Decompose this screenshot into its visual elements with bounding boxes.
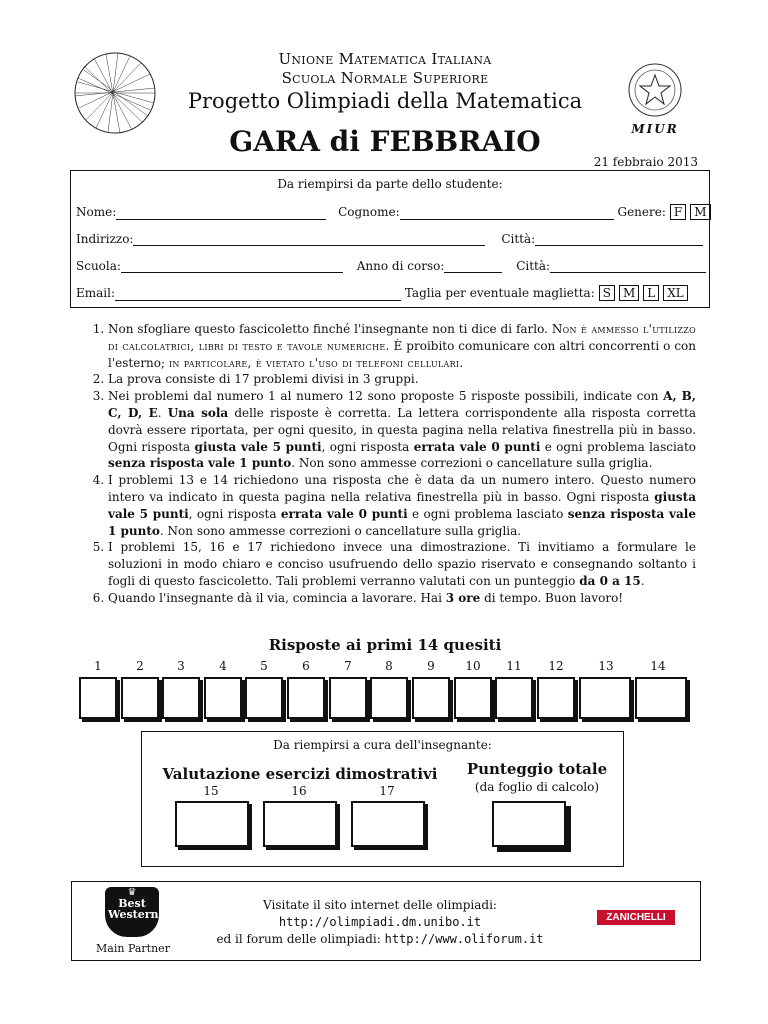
answer-box-13[interactable] [579,677,631,719]
email-label: Email: [76,286,116,300]
answer-number: 8 [385,659,393,673]
crown-icon: ♛ [127,887,137,898]
answer-box-14[interactable] [635,677,687,719]
taglia-l-box[interactable]: L [643,285,659,301]
instructions [78,321,696,607]
row-scuola [76,258,706,273]
nome-field[interactable] [116,205,326,220]
row-indirizzo [76,231,703,246]
taglia-xl-box[interactable]: XL [663,285,688,301]
instruction-1: 1. Non sfogliare questo fascicoletto finché l'insegnante non ti dice di farlo. Non è ammesso l'utilizzo di calcolatrici, libri di testo e tavole numeriche. È proibito comunicare con altri concorrenti o con l'esterno; in particolare, è vietato l'uso di telefoni cellulari. [108,321,696,371]
punteggio-subtitle: (da foglio di calcolo) [474,780,600,794]
row-email [76,285,688,301]
answer-box-7[interactable] [329,677,367,719]
taglia-s-box[interactable]: S [599,285,615,301]
proof-number: 17 [379,784,395,798]
footer-line3 [180,932,580,946]
student-form-heading: Da riempirsi da parte dello studente: [277,177,503,191]
punteggio-title: Punteggio totale [466,760,608,778]
answer-box-5[interactable] [245,677,283,719]
indirizzo-label: Indirizzo: [76,232,134,246]
taglia-m-box[interactable]: M [619,285,639,301]
miur-emblem [625,62,685,124]
indirizzo-field[interactable] [133,231,485,246]
score-box-16[interactable] [263,801,337,847]
total-score-box[interactable] [492,801,566,847]
answer-number: 6 [302,659,310,673]
taglia-label: Taglia per eventuale maglietta: [404,286,595,300]
answer-number: 12 [548,659,564,673]
star-emblem-icon [625,62,685,124]
best-western-wordmark: Best Western [108,897,159,921]
answer-number: 3 [177,659,185,673]
exam-date: 21 febbraio 2013 [593,155,698,169]
answer-number: 14 [650,659,666,673]
answer-number: 4 [219,659,227,673]
answer-box-11[interactable] [495,677,533,719]
cognome-field[interactable] [400,205,614,220]
scuola-label: Scuola: [76,259,121,273]
miur-label: MIUR [631,122,679,136]
answer-number: 10 [465,659,481,673]
valutazione-title: Valutazione esercizi dimostrativi [162,765,438,783]
instruction-2: 2. La prova consiste di 17 problemi divisi in 3 gruppi. [108,371,696,388]
zanichelli-logo: ZANICHELLI [597,910,675,925]
nome-label: Nome: [76,205,117,219]
proof-number: 16 [291,784,307,798]
uim-logo [70,48,160,138]
instruction-5: 5. I problemi 15, 16 e 17 richiedono invece una dimostrazione. Ti invitiamo a formulare le soluzioni in modo chiaro e conciso usufruendo dello spazio riservato e consegnando soltanto i fogli di questo fascicoletto. Tali problemi verranno valutati con un punteggio da 0 a 15. [108,539,696,589]
teacher-heading: Da riempirsi a cura dell'insegnante: [273,738,492,752]
proof-number: 15 [203,784,219,798]
oliforum-link[interactable]: http://www.oliforum.it [384,932,544,946]
citta1-label: Città: [501,232,536,246]
footer-line1: Visitate il sito internet delle olimpiadi: [263,898,497,912]
answer-box-10[interactable] [454,677,492,719]
answer-number: 13 [598,659,614,673]
page-title: GARA di FEBBRAIO [229,125,541,158]
answer-number: 7 [344,659,352,673]
answer-box-1[interactable] [79,677,117,719]
partner-label: Main Partner [96,942,170,955]
citta2-field[interactable] [550,258,706,273]
genere-label: Genere: [617,205,666,219]
org-name-sns: Scuola Normale Superiore [281,69,489,87]
answer-number: 2 [136,659,144,673]
answer-box-3[interactable] [162,677,200,719]
email-field[interactable] [115,286,401,301]
anno-field[interactable] [444,258,502,273]
answer-box-8[interactable] [370,677,408,719]
citta1-field[interactable] [535,231,703,246]
answer-number: 9 [427,659,435,673]
olimpiadi-link[interactable]: http://olimpiadi.dm.unibo.it [278,915,482,929]
answer-box-6[interactable] [287,677,325,719]
answer-box-4[interactable] [204,677,242,719]
org-name-uim: Unione Matematica Italiana [278,50,492,68]
best-western-logo [105,887,159,937]
genere-m-box[interactable]: M [690,204,710,220]
instruction-4: 4. I problemi 13 e 14 richiedono una risposta che è data da un numero intero. Questo numero intero va indicato in questa pagina nella relativa finestrella più in basso. Ogni risposta giusta vale 5 punti, ogni risposta errata vale 0 punti e ogni problema lasciato senza risposta vale 1 punto. Non sono ammesse correzioni o cancellature sulla griglia. [108,472,696,539]
string-art-icon [70,48,160,138]
answers-title: Risposte ai primi 14 quesiti [268,636,502,654]
row-nome [76,204,711,220]
answer-number: 1 [94,659,102,673]
forum-text: ed il forum delle olimpiadi: [216,932,381,946]
instruction-6: 6. Quando l'insegnante dà il via, comincia a lavorare. Hai 3 ore di tempo. Buon lavoro! [108,590,696,607]
genere-f-box[interactable]: F [670,204,686,220]
cognome-label: Cognome: [338,205,400,219]
project-title: Progetto Olimpiadi della Matematica [187,89,583,113]
anno-label: Anno di corso: [356,259,445,273]
answer-box-12[interactable] [537,677,575,719]
score-box-17[interactable] [351,801,425,847]
answer-number: 11 [506,659,522,673]
scuola-field[interactable] [121,258,343,273]
instruction-3: 3. Nei problemi dal numero 1 al numero 12 sono proposte 5 risposte possibili, indicate con A, B, C, D, E. Una sola delle risposte è corretta. La lettera corrispondente alla risposta corretta dovrà essere riportata, per ogni quesito, in questa pagina nella relativa finestrella più in basso. Ogni risposta giusta vale 5 punti, ogni risposta errata vale 0 punti e ogni problema lasciato senza risposta vale 1 punto. Non sono ammesse correzioni o cancellature sulla griglia. [108,388,696,472]
answer-box-9[interactable] [412,677,450,719]
citta2-label: Città: [516,259,551,273]
answer-number: 5 [260,659,268,673]
score-box-15[interactable] [175,801,249,847]
answer-box-2[interactable] [121,677,159,719]
